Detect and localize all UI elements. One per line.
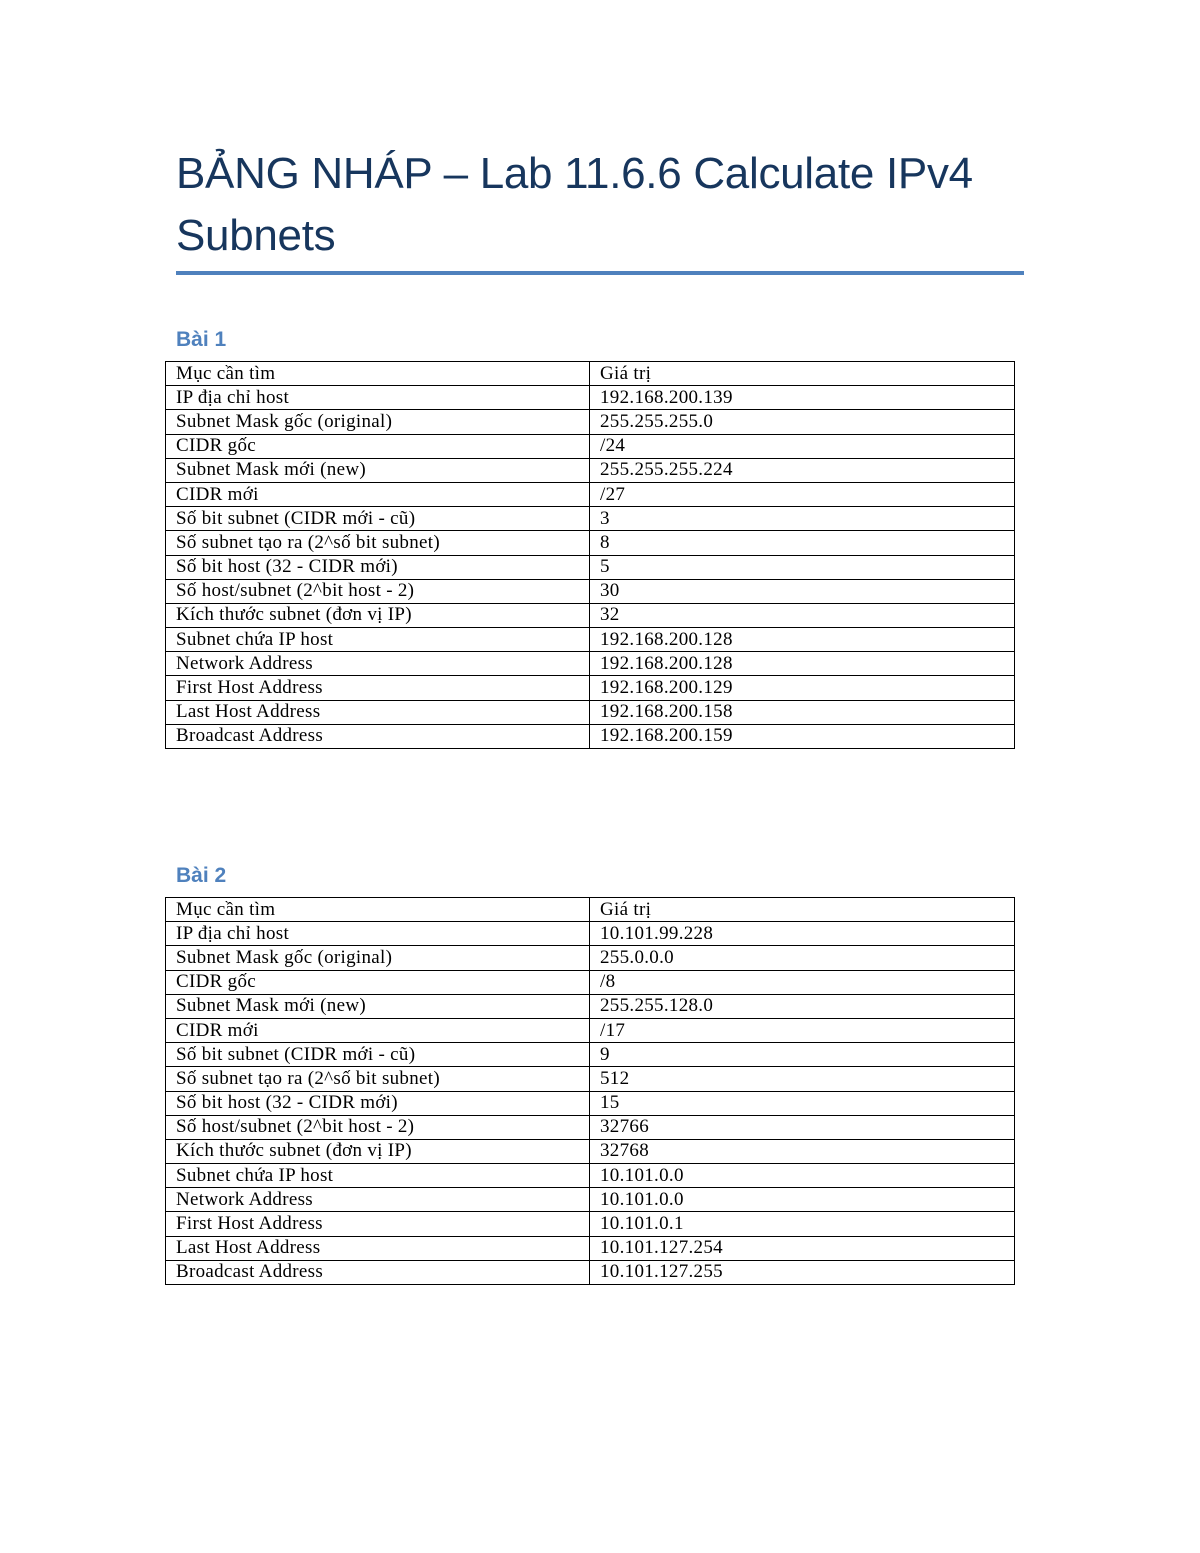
value-cell: 192.168.200.139 [590, 386, 1015, 410]
item-cell: Subnet Mask mới (new) [166, 458, 590, 482]
item-cell: Subnet Mask gốc (original) [166, 946, 590, 970]
value-cell: 192.168.200.129 [590, 676, 1015, 700]
value-cell: 10.101.127.254 [590, 1236, 1015, 1260]
value-cell: 255.255.128.0 [590, 994, 1015, 1018]
item-cell: IP địa chỉ host [166, 386, 590, 410]
value-cell: 10.101.127.255 [590, 1260, 1015, 1284]
table-row [166, 652, 1015, 676]
section-heading-bai-1: Bài 1 [176, 328, 227, 351]
item-cell: Số host/subnet (2^bit host - 2) [166, 579, 590, 603]
table-row [166, 1139, 1015, 1163]
item-cell: Kích thước subnet (đơn vị IP) [166, 603, 590, 627]
value-cell: Giá trị [590, 362, 1015, 386]
value-cell: /24 [590, 434, 1015, 458]
value-cell: 10.101.0.0 [590, 1188, 1015, 1212]
section-heading-bai-2: Bài 2 [176, 864, 227, 887]
title-underline [176, 271, 1024, 275]
value-cell: 32766 [590, 1115, 1015, 1139]
table-row [166, 1043, 1015, 1067]
table-row [166, 970, 1015, 994]
value-cell: Giá trị [590, 898, 1015, 922]
value-cell: 5 [590, 555, 1015, 579]
table-row [166, 1115, 1015, 1139]
item-cell: Số bit host (32 - CIDR mới) [166, 555, 590, 579]
document-title: BẢNG NHÁP – Lab 11.6.6 Calculate IPv4 Subnets [176, 149, 973, 260]
value-cell: 15 [590, 1091, 1015, 1115]
item-cell: CIDR mới [166, 482, 590, 506]
item-cell: Last Host Address [166, 700, 590, 724]
table-row [166, 724, 1015, 748]
table-row [166, 386, 1015, 410]
table-row [166, 994, 1015, 1018]
subnet-table-bai-2 [165, 897, 1015, 1285]
value-cell: 32768 [590, 1139, 1015, 1163]
table-row [166, 676, 1015, 700]
item-cell: Network Address [166, 1188, 590, 1212]
table-header-row [166, 898, 1015, 922]
value-cell: 192.168.200.159 [590, 724, 1015, 748]
value-cell: 512 [590, 1067, 1015, 1091]
table-row [166, 531, 1015, 555]
item-cell: Mục cần tìm [166, 898, 590, 922]
table-row [166, 628, 1015, 652]
value-cell: /8 [590, 970, 1015, 994]
item-cell: CIDR mới [166, 1018, 590, 1042]
value-cell: 32 [590, 603, 1015, 627]
item-cell: Broadcast Address [166, 1260, 590, 1284]
item-cell: First Host Address [166, 1212, 590, 1236]
subnet-table-bai-1 [165, 361, 1015, 749]
item-cell: Kích thước subnet (đơn vị IP) [166, 1139, 590, 1163]
value-cell: 10.101.0.1 [590, 1212, 1015, 1236]
table-row [166, 1236, 1015, 1260]
item-cell: Subnet chứa IP host [166, 1164, 590, 1188]
table-row [166, 603, 1015, 627]
value-cell: 8 [590, 531, 1015, 555]
item-cell: Subnet chứa IP host [166, 628, 590, 652]
table-row [166, 434, 1015, 458]
item-cell: IP địa chỉ host [166, 922, 590, 946]
item-cell: CIDR gốc [166, 434, 590, 458]
item-cell: Số subnet tạo ra (2^số bit subnet) [166, 1067, 590, 1091]
value-cell: 192.168.200.128 [590, 652, 1015, 676]
item-cell: Mục cần tìm [166, 362, 590, 386]
value-cell: 3 [590, 507, 1015, 531]
value-cell: /17 [590, 1018, 1015, 1042]
value-cell: 255.255.255.0 [590, 410, 1015, 434]
table-row [166, 1067, 1015, 1091]
table-row [166, 946, 1015, 970]
value-cell: 30 [590, 579, 1015, 603]
item-cell: Network Address [166, 652, 590, 676]
table-header-row [166, 362, 1015, 386]
table-row [166, 1212, 1015, 1236]
value-cell: 192.168.200.158 [590, 700, 1015, 724]
value-cell: 255.255.255.224 [590, 458, 1015, 482]
item-cell: Số host/subnet (2^bit host - 2) [166, 1115, 590, 1139]
item-cell: First Host Address [166, 676, 590, 700]
value-cell: 192.168.200.128 [590, 628, 1015, 652]
item-cell: CIDR gốc [166, 970, 590, 994]
table-row [166, 1164, 1015, 1188]
table-row [166, 700, 1015, 724]
value-cell: 255.0.0.0 [590, 946, 1015, 970]
table-row [166, 1091, 1015, 1115]
item-cell: Số bit subnet (CIDR mới - cũ) [166, 1043, 590, 1067]
item-cell: Số bit host (32 - CIDR mới) [166, 1091, 590, 1115]
table-row [166, 555, 1015, 579]
table-row [166, 458, 1015, 482]
table-row [166, 507, 1015, 531]
item-cell: Subnet Mask gốc (original) [166, 410, 590, 434]
value-cell: 10.101.0.0 [590, 1164, 1015, 1188]
item-cell: Last Host Address [166, 1236, 590, 1260]
table-row [166, 579, 1015, 603]
value-cell: /27 [590, 482, 1015, 506]
table-row [166, 1018, 1015, 1042]
item-cell: Số bit subnet (CIDR mới - cũ) [166, 507, 590, 531]
item-cell: Subnet Mask mới (new) [166, 994, 590, 1018]
table-row [166, 922, 1015, 946]
table-row [166, 410, 1015, 434]
value-cell: 9 [590, 1043, 1015, 1067]
value-cell: 10.101.99.228 [590, 922, 1015, 946]
item-cell: Số subnet tạo ra (2^số bit subnet) [166, 531, 590, 555]
item-cell: Broadcast Address [166, 724, 590, 748]
table-row [166, 482, 1015, 506]
table-row [166, 1260, 1015, 1284]
table-row [166, 1188, 1015, 1212]
